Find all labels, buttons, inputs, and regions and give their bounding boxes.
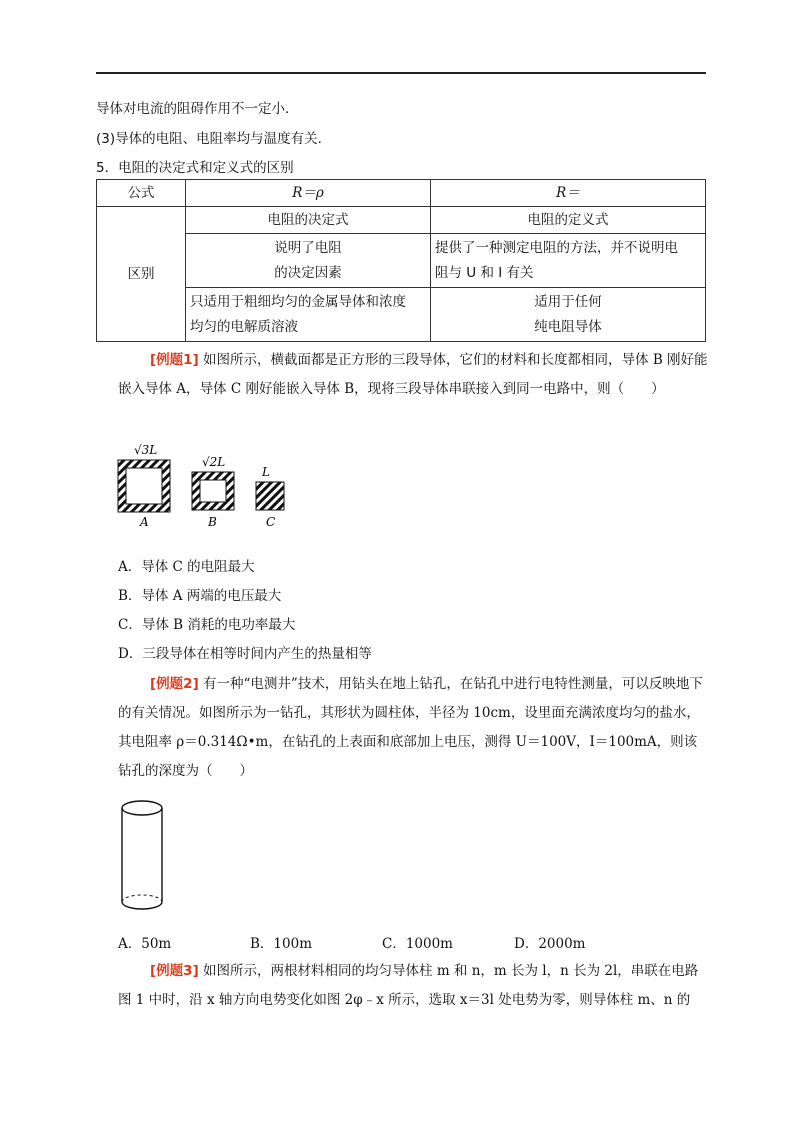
- cell-line: 适用于任何: [534, 293, 602, 310]
- conductor-b: [192, 472, 234, 510]
- cell-line: 阻与 U 和 I 有关: [435, 264, 534, 281]
- example1-text: 如图所示，横截面都是正方形的三段导体，它们的材料和长度都相同，导体 B 刚好能嵌入导体 A，导体 C 刚好能嵌入导体 B，现将三段导体串联接入到同一电路中，则（ ）: [118, 352, 708, 397]
- example3-text: 如图所示，两根材料相同的均匀导体柱 m 和 n，m 长为 l，n 长为 2l，串联在电路图 1 中时，沿 x 轴方向电势变化如图 2φ﹣x 所示，选取 x＝3l 处电势为零，则导体柱 m、n 的: [118, 963, 699, 1008]
- example3-paragraph: [118, 957, 708, 1015]
- header-rule: [96, 72, 706, 74]
- label-c: C: [266, 515, 276, 529]
- example1-option-b: B．导体 A 两端的电压最大: [118, 588, 282, 604]
- example3-label: [例题3]: [150, 963, 199, 979]
- cell-line: 均匀的电解质溶液: [190, 318, 298, 335]
- example2-text: 有一种“电测井”技术，用钻头在地上钻孔，在钻孔中进行电特性测量，可以反映地下的有关情况。如图所示为一钻孔，其形状为圆柱体，半径为 10cm，设里面充满浓度均匀的盐水，其电阻率 ρ＝0.314Ω•m，在钻孔的上表面和底部加上电压，测得 U＝100V，I＝100mA，则该钻孔的深度为（ ）: [118, 676, 703, 779]
- example2-option-d: D．2000m: [514, 936, 586, 952]
- example1-option-c: C．导体 B 消耗的电功率最大: [118, 617, 296, 633]
- cell-line: 只适用于粗细均匀的金属导体和浓度: [190, 293, 406, 310]
- conductors-figure: [110, 438, 310, 530]
- example1-option-a: A．导体 C 的电阻最大: [118, 559, 255, 575]
- table-cell: [431, 234, 706, 288]
- label-c-top: L: [262, 465, 270, 479]
- cell-line: 的决定因素: [274, 264, 342, 281]
- example2-option-b: B．100m: [250, 936, 312, 952]
- cell-line: 说明了电阻: [274, 239, 342, 256]
- formula-decisive: R＝ρ: [186, 180, 431, 207]
- label-a-top: √3L: [134, 443, 158, 457]
- example2-label: [例题2]: [150, 676, 199, 692]
- col2-heading: 电阻的定义式: [431, 207, 706, 234]
- formula-definition: R＝: [431, 180, 706, 207]
- example2-paragraph: [118, 670, 708, 786]
- table-cell: [186, 234, 431, 288]
- table-header-label: 公式: [97, 180, 186, 207]
- example1-paragraph: [118, 346, 708, 404]
- example2-option-a: A．50m: [118, 936, 172, 952]
- col1-heading: 电阻的决定式: [186, 207, 431, 234]
- section-heading: 5．电阻的决定式和定义式的区别: [96, 160, 294, 176]
- row-label-difference: 区别: [97, 207, 186, 342]
- borehole-cylinder-figure: [112, 796, 172, 920]
- text-line-1: 导体对电流的阻碍作用不一定小．: [96, 101, 299, 117]
- example2-option-c: C．1000m: [382, 936, 453, 952]
- comparison-table: [96, 179, 706, 342]
- text-line-2: (3)导体的电阻、电阻率均与温度有关．: [96, 131, 332, 147]
- table-cell: [431, 288, 706, 342]
- cell-line: 纯电阻导体: [534, 318, 602, 335]
- example1-option-d: D．三段导体在相等时间内产生的热量相等: [118, 646, 372, 662]
- conductor-c: [256, 482, 284, 510]
- label-a: A: [140, 515, 149, 529]
- example1-label: [例题1]: [150, 352, 199, 368]
- label-b-top: √2L: [202, 455, 226, 469]
- table-cell: [186, 288, 431, 342]
- cell-line: 提供了一种测定电阻的方法，并不说明电: [435, 239, 678, 256]
- label-b: B: [208, 515, 217, 529]
- conductor-a: [118, 460, 170, 512]
